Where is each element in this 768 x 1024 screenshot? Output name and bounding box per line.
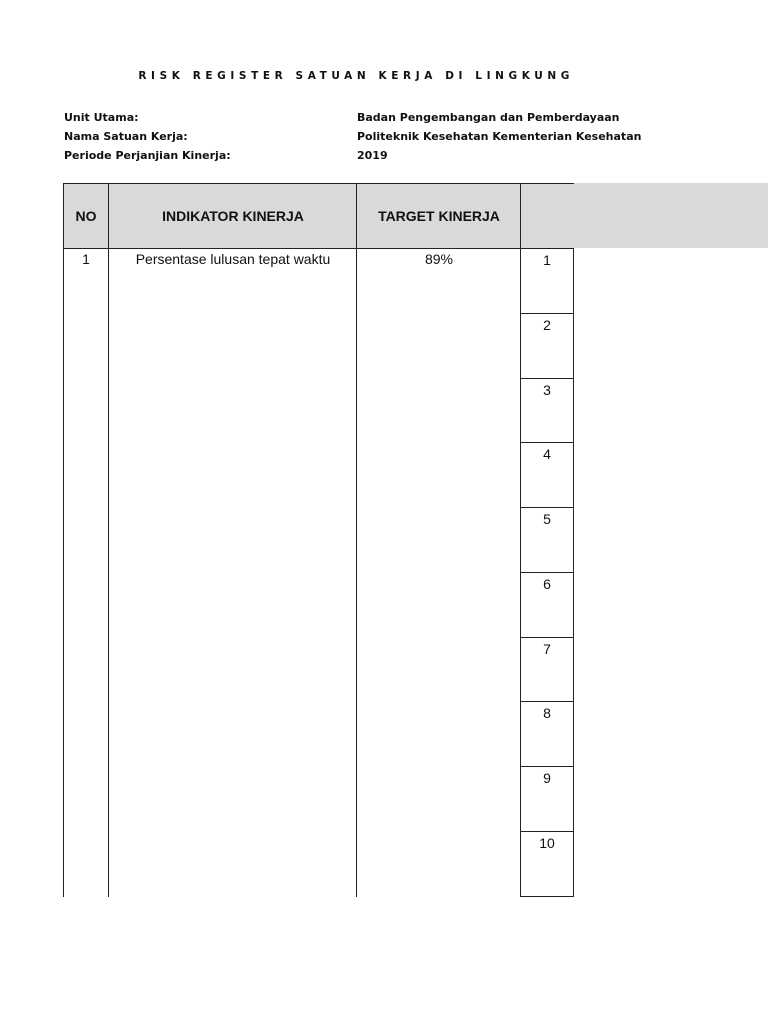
table-top-border (63, 183, 574, 184)
row-no: 1 (82, 251, 90, 267)
risk-number: 2 (543, 317, 551, 333)
meta-label-unit-utama: Unit Utama: (64, 111, 139, 124)
risk-bottom-border (520, 896, 574, 897)
risk-number: 9 (543, 770, 551, 786)
meta-label-periode: Periode Perjanjian Kinerja: (64, 149, 231, 162)
header-target-kinerja: TARGET KINERJA (378, 207, 500, 224)
row-target-kinerja: 89% (424, 251, 454, 267)
header-bottom-border (63, 248, 574, 249)
risk-number-cell (521, 379, 573, 443)
risk-number-cell (521, 249, 573, 314)
column-line-no (108, 183, 109, 897)
risk-number: 6 (543, 576, 551, 592)
risk-number: 3 (543, 382, 551, 398)
column-line-indicator (356, 183, 357, 897)
risk-number: 7 (543, 641, 551, 657)
meta-label-nama-satuan-kerja: Nama Satuan Kerja: (64, 130, 188, 143)
risk-number: 8 (543, 705, 551, 721)
risk-number-cell (521, 508, 573, 572)
risk-number: 4 (543, 446, 551, 462)
meta-value-nama-satuan-kerja: Politeknik Kesehatan Kementerian Kesehatan (357, 130, 642, 143)
row-indikator-kinerja: Persentase lulusan tepat waktu (135, 251, 331, 267)
meta-value-periode: 2019 (357, 149, 388, 162)
risk-number-cell (521, 573, 573, 637)
risk-number-cell (521, 832, 573, 896)
document-title: RISK REGISTER SATUAN KERJA DI LINGKUNG (138, 70, 574, 82)
risk-number-cell (521, 443, 573, 507)
column-line-left (63, 183, 64, 897)
risk-number: 5 (543, 511, 551, 527)
risk-number-cell (521, 702, 573, 766)
risk-number: 1 (543, 252, 551, 268)
risk-number-cell (521, 767, 573, 831)
risk-number-cell (521, 314, 573, 378)
risk-number: 10 (539, 835, 555, 851)
header-no: NO (75, 207, 97, 224)
header-indikator-kinerja: INDIKATOR KINERJA (162, 207, 304, 224)
risk-number-cell (521, 638, 573, 702)
meta-values (357, 108, 642, 165)
meta-labels (64, 108, 231, 165)
meta-value-unit-utama: Badan Pengembangan dan Pemberdayaan (357, 111, 620, 124)
